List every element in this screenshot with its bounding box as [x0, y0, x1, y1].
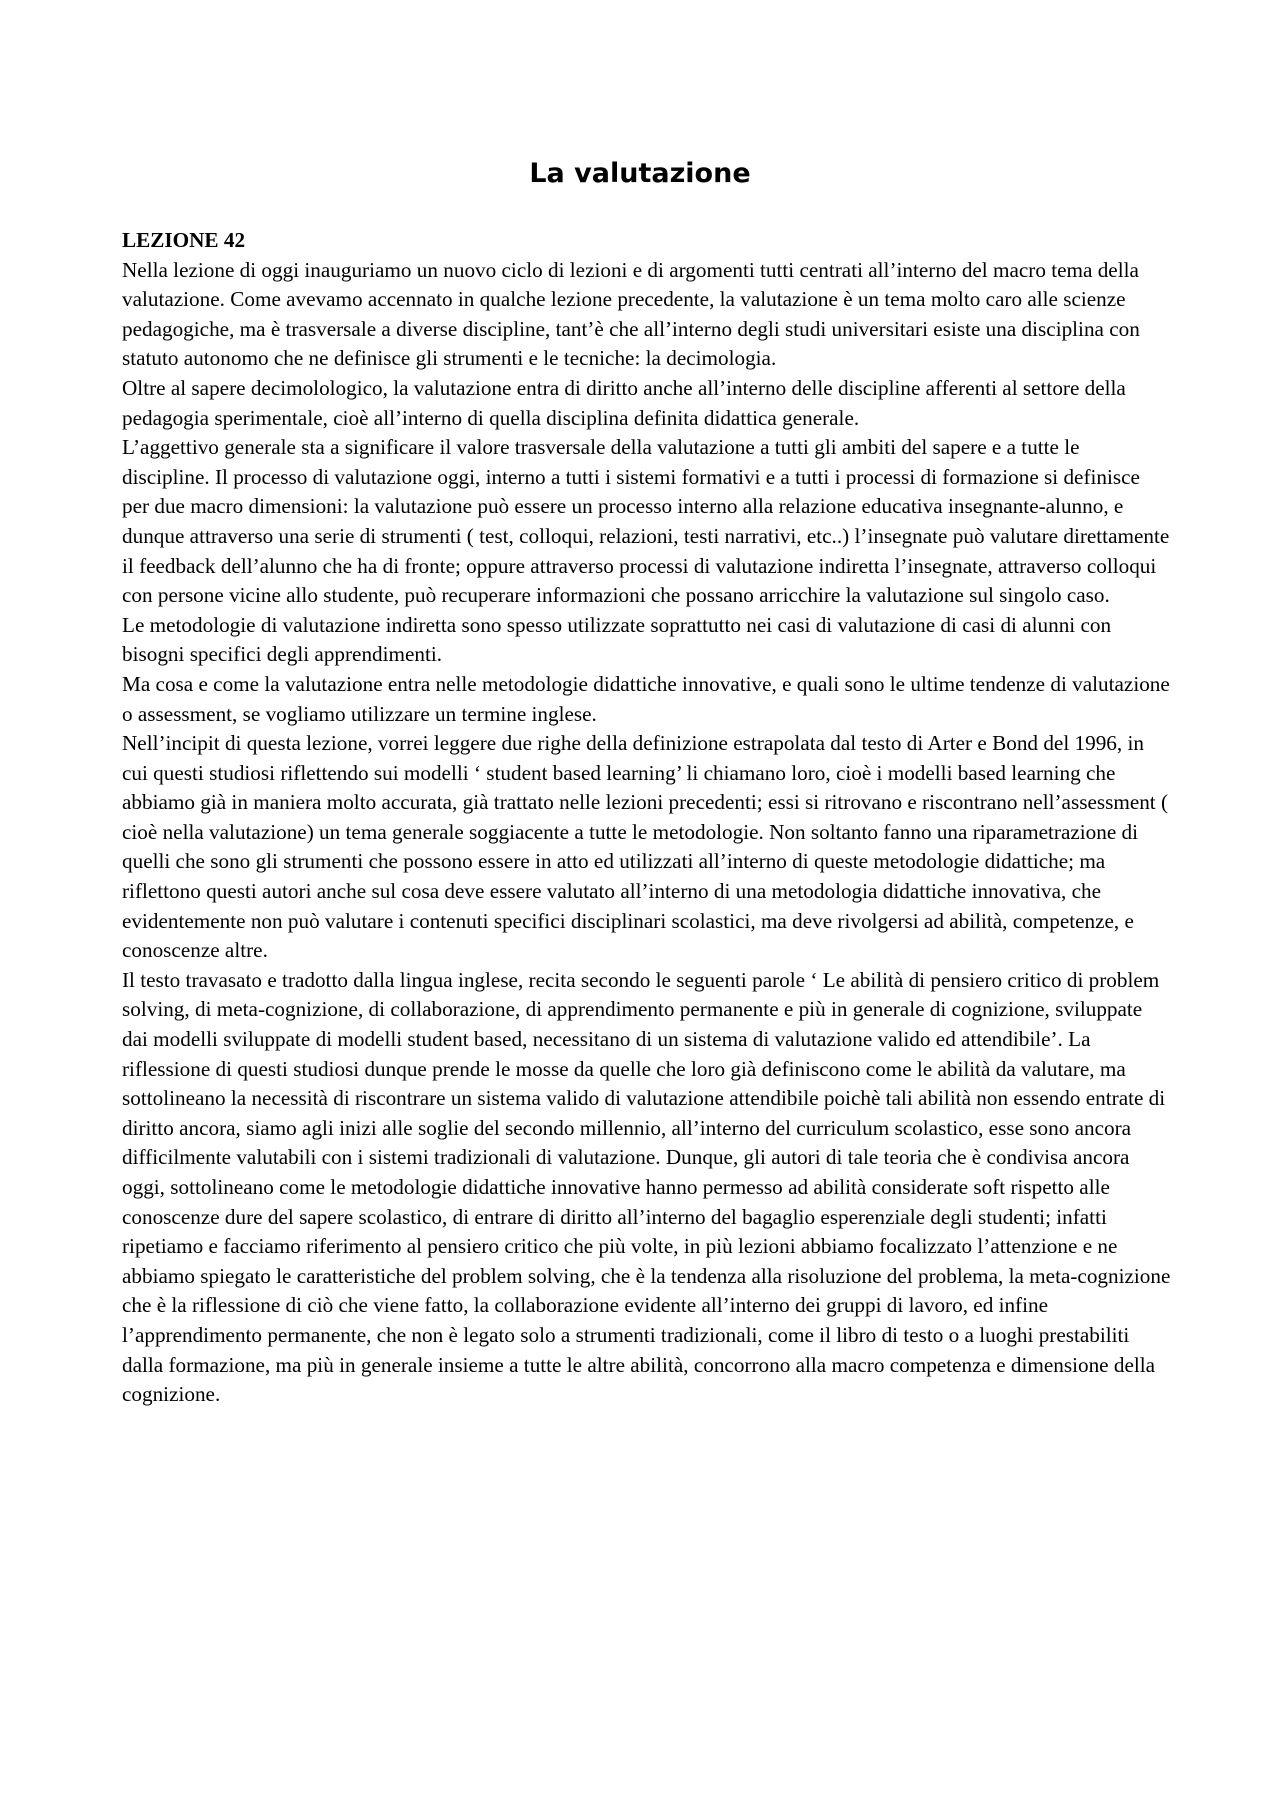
- page-title: La valutazione: [529, 158, 751, 189]
- paragraph-testo-tradotto: Il testo travasato e tradotto dalla lingua inglese, recita secondo le seguenti parole ‘ Le abilità di pensiero critico di problem solving, di meta-cognizione, di collaborazione, di apprendimento permanente e più in generale di cognizione, sviluppate dai modelli sviluppate di modelli student based, necessitano di un sistema di valutazione valido ed attendibile’. La riflessione di questi studiosi dunque prende le mosse da quelle che loro già definiscono come le abilità da valutare, ma sottolineano la necessità di riscontrare un sistema valido di valutazione attendibile poichè tali abilità non essendo entrate di diritto ancora, siamo agli inizi alle soglie del secondo millennio, all’interno del curriculum scolastico, esse sono ancora difficilmente valutabili con i sistemi tradizionali di valutazione. Dunque, gli autori di tale teoria che è condivisa ancora oggi, sottolineano come le metodologie didattiche innovative hanno permesso ad abilità considerate soft rispetto alle conoscenze dure del sapere scolastico, di entrare di diritto all’interno del bagaglio esperenziale degli studenti; infatti ripetiamo e facciamo riferimento al pensiero critico che più volte, in più lezioni abbiamo focalizzato l’attenzione e ne abbiamo spiegato le caratteristiche del problem solving, che è la tendenza alla risoluzione del problema, la meta-cognizione che è la riflessione di ciò che viene fatto, la collaborazione evidente all’interno dei gruppi di lavoro, ed infine l’apprendimento permanente, che non è legato solo a strumenti tradizionali, come il libro di testo o a luoghi prestabiliti dalla formazione, ma più in generale insieme a tutte le altre abilità, concorrono alla macro competenza e dimensione della cognizione.: [122, 967, 1171, 1407]
- paragraph-arter-bond: Nell’incipit di questa lezione, vorrei leggere due righe della definizione estrapolata dal testo di Arter e Bond del 1996, in cui questi studiosi riflettendo sui modelli ‘ student based learning’ li chiamano loro, cioè i modelli based learning che abbiamo già in maniera molto accurata, già trattato nelle lezioni precedenti; essi si ritrovano e riscontrano nell’assessment ( cioè nella valutazione) un tema generale soggiacente a tutte le metodologie. Non soltanto fanno una riparametrazione di quelli che sono gli strumenti che possono essere in atto ed utilizzati all’interno di queste metodologie didattiche; ma riflettono questi autori anche sul cosa deve essere valutato all’interno di una metodologia didattiche innovativa, che evidentemente non può valutare i contenuti specifici disciplinari scolastici, ma deve rivolgersi ad abilità, competenze, e conoscenze altre.: [122, 731, 1169, 963]
- paragraph-valutazione-indiretta: Le metodologie di valutazione indiretta sono spesso utilizzate soprattutto nei casi di valutazione di casi di alunni con bisogni specifici degli apprendimenti.: [122, 612, 1112, 667]
- paragraph-metodologie-innovative: Ma cosa e come la valutazione entra nelle metodologie didattiche innovative, e quali sono le ultime tendenze di valutazione o assessment, se vogliamo utilizzare un termine inglese.: [122, 671, 1170, 726]
- paragraph-decimologia: Oltre al sapere decimolologico, la valutazione entra di diritto anche all’interno delle discipline afferenti al settore della pedagogia sperimentale, cioè all’interno di quella disciplina definita didattica generale.: [122, 375, 1126, 430]
- lesson-heading: LEZIONE 42: [122, 228, 246, 252]
- document-body: [122, 226, 1172, 1410]
- paragraph-intro: Nella lezione di oggi inauguriamo un nuovo ciclo di lezioni e di argomenti tutti centrati all’interno del macro tema della valutazione. Come avevamo accennato in qualche lezione precedente, la valutazione è un tema molto caro alle scienze pedagogiche, ma è trasversale a diverse discipline, tant’è che all’interno degli studi universitari esiste una disciplina con statuto autonomo che ne definisce gli strumenti e le tecniche: la decimologia.: [122, 257, 1140, 371]
- paragraph-aggettivo-generale: L’aggettivo generale sta a significare il valore trasversale della valutazione a tutti gli ambiti del sapere e a tutte le discipline. Il processo di valutazione oggi, interno a tutti i sistemi formativi e a tutti i processi di formazione si definisce per due macro dimensioni: la valutazione può essere un processo interno alla relazione educativa insegnante-alunno, e dunque attraverso una serie di strumenti ( test, colloqui, relazioni, testi narrativi, etc..) l’insegnate può valutare direttamente il feedback dell’alunno che ha di fronte; oppure attraverso processi di valutazione indiretta l’insegnate, attraverso colloqui con persone vicine allo studente, può recuperare informazioni che possano arricchire la valutazione sul singolo caso.: [122, 435, 1170, 608]
